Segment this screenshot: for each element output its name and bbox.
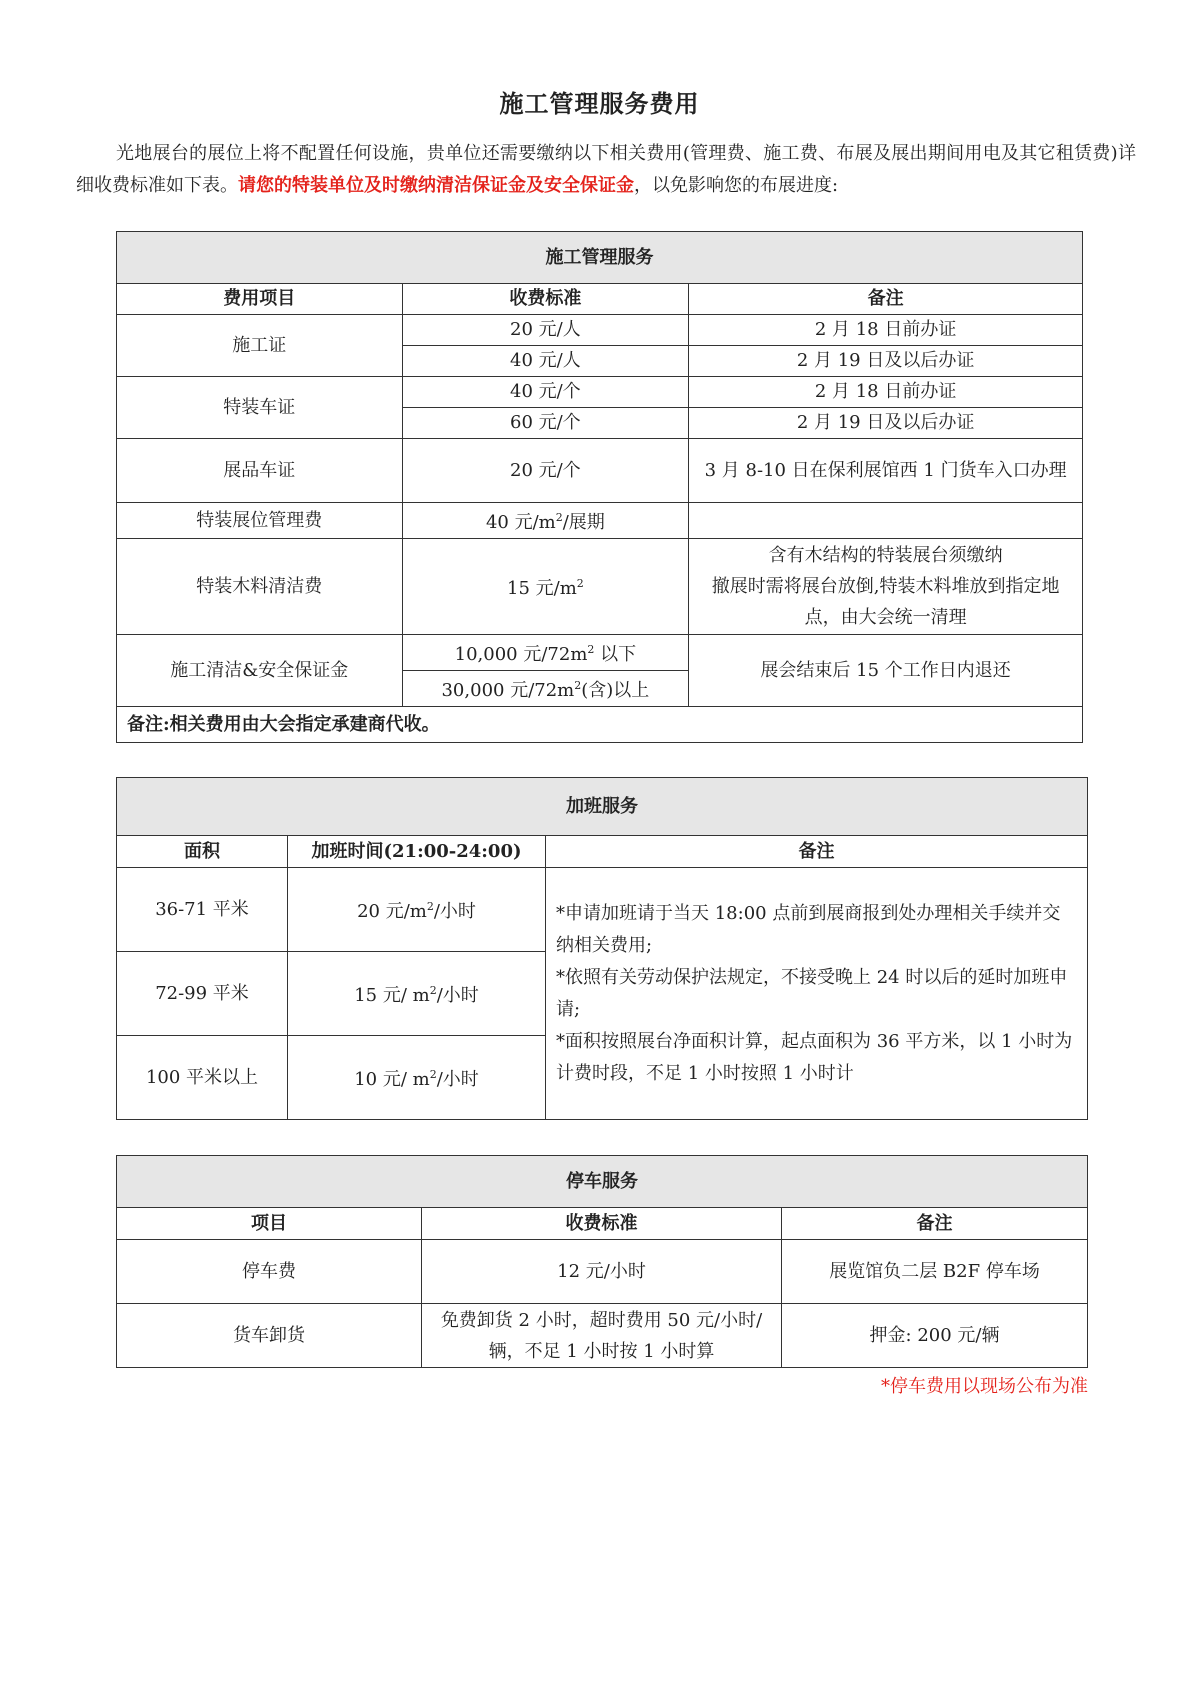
fee-value: 20 元/人 <box>402 315 689 346</box>
fee-item: 特装车证 <box>117 377 403 439</box>
fee-item: 特装木料清洁费 <box>117 539 403 635</box>
fee-item: 展品车证 <box>117 439 403 503</box>
fee-item: 施工清洁&安全保证金 <box>117 635 403 707</box>
parking-item: 货车卸货 <box>117 1304 422 1368</box>
fee-value: 40 元$/m^2/$展期 <box>402 503 689 539</box>
table-caption: 加班服务 <box>117 778 1088 836</box>
fee-remark <box>689 503 1083 539</box>
column-header: 备注 <box>546 836 1088 868</box>
table-note: 备注:相关费用由大会指定承建商代收。 <box>117 707 1083 743</box>
overtime-fee: 15 元/ $m^2/$小时 <box>288 952 546 1036</box>
parking-remark: 押金: 200 元/辆 <box>782 1304 1088 1368</box>
fee-value: 15 元$/m^2$ <box>402 539 689 635</box>
intro-highlight: 请您的特装单位及时缴纳清洁保证金及安全保证金 <box>238 175 634 196</box>
parking-fee: 12 元/小时 <box>422 1240 782 1304</box>
fee-remark: 2 月 18 日前办证 <box>689 315 1083 346</box>
overtime-area: 72-99 平米 <box>117 952 288 1036</box>
fee-remark: 展会结束后 15 个工作日内退还 <box>689 635 1083 707</box>
remark-line: *依照有关劳动保护法规定，不接受晚上 24 时以后的延时加班申请; <box>556 966 1068 1020</box>
fee-remark: 3 月 8-10 日在保利展馆西 1 门货车入口办理 <box>689 439 1083 503</box>
overtime-table <box>116 777 1088 1120</box>
fee-item: 施工证 <box>117 315 403 377</box>
parking-remark: 展览馆负二层 B2F 停车场 <box>782 1240 1088 1304</box>
intro-text: 光地展台的展位上将不配置任何设施，贵单位还需要缴纳以下相关费用(管理费、施工费、布展及展出期间用电及其它租赁费)详细收费标准如下表。 <box>76 143 1136 196</box>
column-header: 加班时间(21:00-24:00) <box>288 836 546 868</box>
overtime-fee: 20 元$/m^2/$小时 <box>288 868 546 952</box>
fee-value: 20 元/个 <box>402 439 689 503</box>
table-caption: 施工管理服务 <box>117 232 1083 284</box>
column-header: 备注 <box>782 1208 1088 1240</box>
column-header: 备注 <box>689 284 1083 315</box>
fee-value: 40 元/人 <box>402 346 689 377</box>
overtime-remarks <box>546 868 1088 1120</box>
fee-item: 特装展位管理费 <box>117 503 403 539</box>
table-caption: 停车服务 <box>117 1156 1088 1208</box>
column-header: 费用项目 <box>117 284 403 315</box>
fee-remark: 2 月 18 日前办证 <box>689 377 1083 408</box>
parking-footnote: *停车费用以现场公布为准 <box>881 1376 1088 1397</box>
construction-fee-table <box>116 231 1083 743</box>
parking-table <box>116 1155 1088 1368</box>
fee-remark: 含有木结构的特装展台须缴纳 撤展时需将展台放倒,特装木料堆放到指定地点，由大会统一清理 <box>689 539 1083 635</box>
fee-value: 40 元/个 <box>402 377 689 408</box>
intro-paragraph <box>76 138 1136 202</box>
page-title: 施工管理服务费用 <box>499 89 700 118</box>
column-header: 面积 <box>117 836 288 868</box>
overtime-area: 100 平米以上 <box>117 1036 288 1120</box>
remark-line: *申请加班请于当天 18:00 点前到展商报到处办理相关手续并交纳相关费用; <box>556 902 1061 956</box>
fee-value: 30,000 元$/72m^2$(含)以上 <box>402 671 689 707</box>
parking-item: 停车费 <box>117 1240 422 1304</box>
remark-line: *面积按照展台净面积计算，起点面积为 36 平方米，以 1 小时为计费时段，不足 1 小时按照 1 小时计 <box>556 1030 1073 1084</box>
parking-fee: 免费卸货 2 小时，超时费用 50 元/小时/辆，不足 1 小时按 1 小时算 <box>422 1304 782 1368</box>
column-header: 项目 <box>117 1208 422 1240</box>
intro-text-end: ，以免影响您的布展进度: <box>634 175 839 196</box>
overtime-area: 36-71 平米 <box>117 868 288 952</box>
fee-value: 10,000 元$/72m^2$ 以下 <box>402 635 689 671</box>
fee-remark: 2 月 19 日及以后办证 <box>689 408 1083 439</box>
column-header: 收费标准 <box>402 284 689 315</box>
column-header: 收费标准 <box>422 1208 782 1240</box>
fee-remark: 2 月 19 日及以后办证 <box>689 346 1083 377</box>
fee-value: 60 元/个 <box>402 408 689 439</box>
overtime-fee: 10 元/ $m^2/$小时 <box>288 1036 546 1120</box>
